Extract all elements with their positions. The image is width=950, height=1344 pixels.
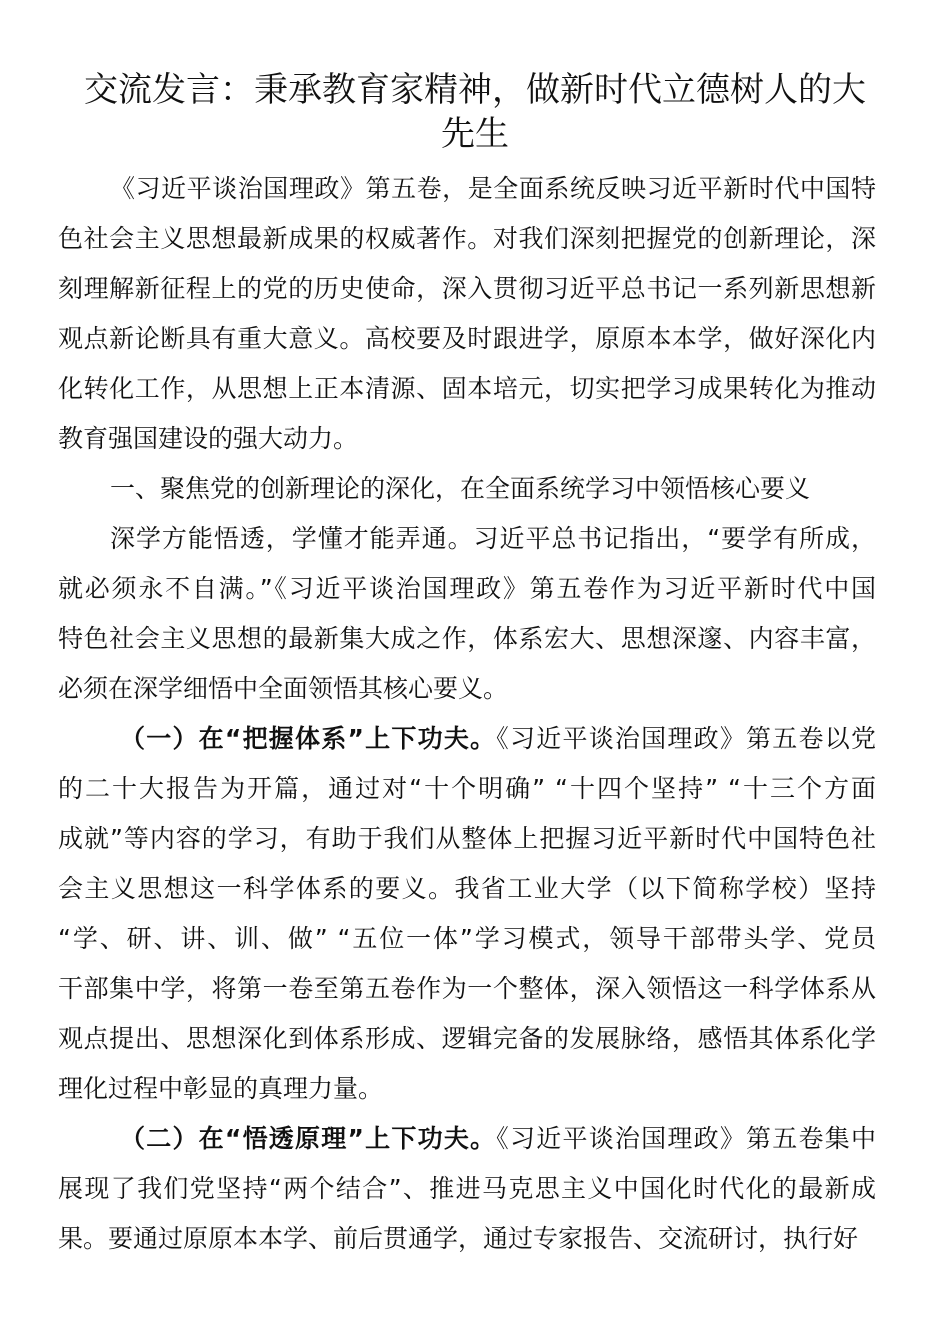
text-line bbox=[58, 1066, 876, 1116]
document-body bbox=[58, 166, 876, 1266]
text-line bbox=[58, 816, 876, 866]
text-line bbox=[58, 366, 876, 416]
title-line-1: 交流发言：秉承教育家精神，做新时代立德树人的大 bbox=[84, 70, 866, 110]
line-text: 刻理解新征程上的党的历史使命，深入贯彻习近平总书记一系列新思想新 bbox=[58, 274, 876, 303]
bold-subheading: （一）在“把握体系”上下功夫。 bbox=[120, 724, 497, 753]
line-text: 观点提出、思想深化到体系形成、逻辑完备的发展脉络，感悟其体系化学 bbox=[58, 1024, 876, 1053]
text-line bbox=[58, 216, 876, 266]
line-text: 特色社会主义思想的最新集大成之作，体系宏大、思想深邃、内容丰富， bbox=[58, 624, 876, 653]
paragraph bbox=[58, 716, 876, 1116]
paragraph bbox=[58, 466, 876, 516]
paragraph bbox=[58, 1116, 876, 1266]
line-text: 《习近平谈治国理政》第五卷，是全面系统反映习近平新时代中国特 bbox=[110, 174, 876, 203]
text-line bbox=[58, 516, 876, 566]
line-text: “学、研、讲、训、做” “五位一体”学习模式，领导干部带头学、党员 bbox=[58, 924, 876, 953]
line-text: 就必须永不自满。”《习近平谈治国理政》第五卷作为习近平新时代中国 bbox=[58, 574, 876, 603]
paragraph bbox=[58, 166, 876, 466]
text-line bbox=[58, 866, 876, 916]
text-line bbox=[58, 966, 876, 1016]
line-text: 一、聚焦党的创新理论的深化，在全面系统学习中领悟核心要义 bbox=[110, 474, 811, 503]
line-text: 展现了我们党坚持“两个结合”、推进马克思主义中国化时代化的最新成 bbox=[58, 1174, 876, 1203]
line-text: 教育强国建设的强大动力。 bbox=[58, 424, 359, 453]
line-text: 色社会主义思想最新成果的权威著作。对我们深刻把握党的创新理论，深 bbox=[58, 224, 876, 253]
line-text: 《习近平谈治国理政》第五卷集中 bbox=[496, 1124, 876, 1153]
text-line bbox=[58, 566, 876, 616]
line-text: 深学方能悟透，学懂才能弄通。习近平总书记指出，“要学有所成， bbox=[110, 524, 876, 553]
text-line bbox=[58, 916, 876, 966]
line-text: 的二十大报告为开篇，通过对“十个明确” “十四个坚持” “十三个方面 bbox=[58, 774, 876, 803]
line-text: 理化过程中彰显的真理力量。 bbox=[58, 1074, 384, 1103]
text-line bbox=[58, 416, 876, 466]
line-text: 成就”等内容的学习，有助于我们从整体上把握习近平新时代中国特色社 bbox=[58, 824, 876, 853]
line-text: 观点新论断具有重大意义。高校要及时跟进学，原原本本学，做好深化内 bbox=[58, 324, 876, 353]
text-line bbox=[58, 1216, 876, 1266]
text-line bbox=[58, 766, 876, 816]
line-text: 化转化工作，从思想上正本清源、固本培元，切实把学习成果转化为推动 bbox=[58, 374, 876, 403]
text-line bbox=[58, 466, 876, 516]
line-text: 《习近平谈治国理政》第五卷以党 bbox=[496, 724, 876, 753]
text-line bbox=[58, 1016, 876, 1066]
text-line bbox=[58, 716, 876, 766]
text-line bbox=[58, 266, 876, 316]
paragraph bbox=[58, 516, 876, 716]
text-line bbox=[58, 166, 876, 216]
line-text: 干部集中学，将第一卷至第五卷作为一个整体，深入领悟这一科学体系从 bbox=[58, 974, 876, 1003]
text-line bbox=[58, 666, 876, 716]
title-line-2: 先生 bbox=[441, 114, 509, 154]
text-line bbox=[58, 1116, 876, 1166]
line-text: 会主义思想这一科学体系的要义。我省工业大学（以下简称学校）坚持 bbox=[58, 874, 876, 903]
text-line bbox=[58, 1166, 876, 1216]
bold-subheading: （二）在“悟透原理”上下功夫。 bbox=[120, 1124, 497, 1153]
line-text: 必须在深学细悟中全面领悟其核心要义。 bbox=[58, 674, 509, 703]
text-line bbox=[58, 616, 876, 666]
text-line bbox=[58, 316, 876, 366]
document-title bbox=[40, 68, 910, 156]
line-text: 果。要通过原原本本学、前后贯通学，通过专家报告、交流研讨，执行好 bbox=[58, 1224, 859, 1253]
